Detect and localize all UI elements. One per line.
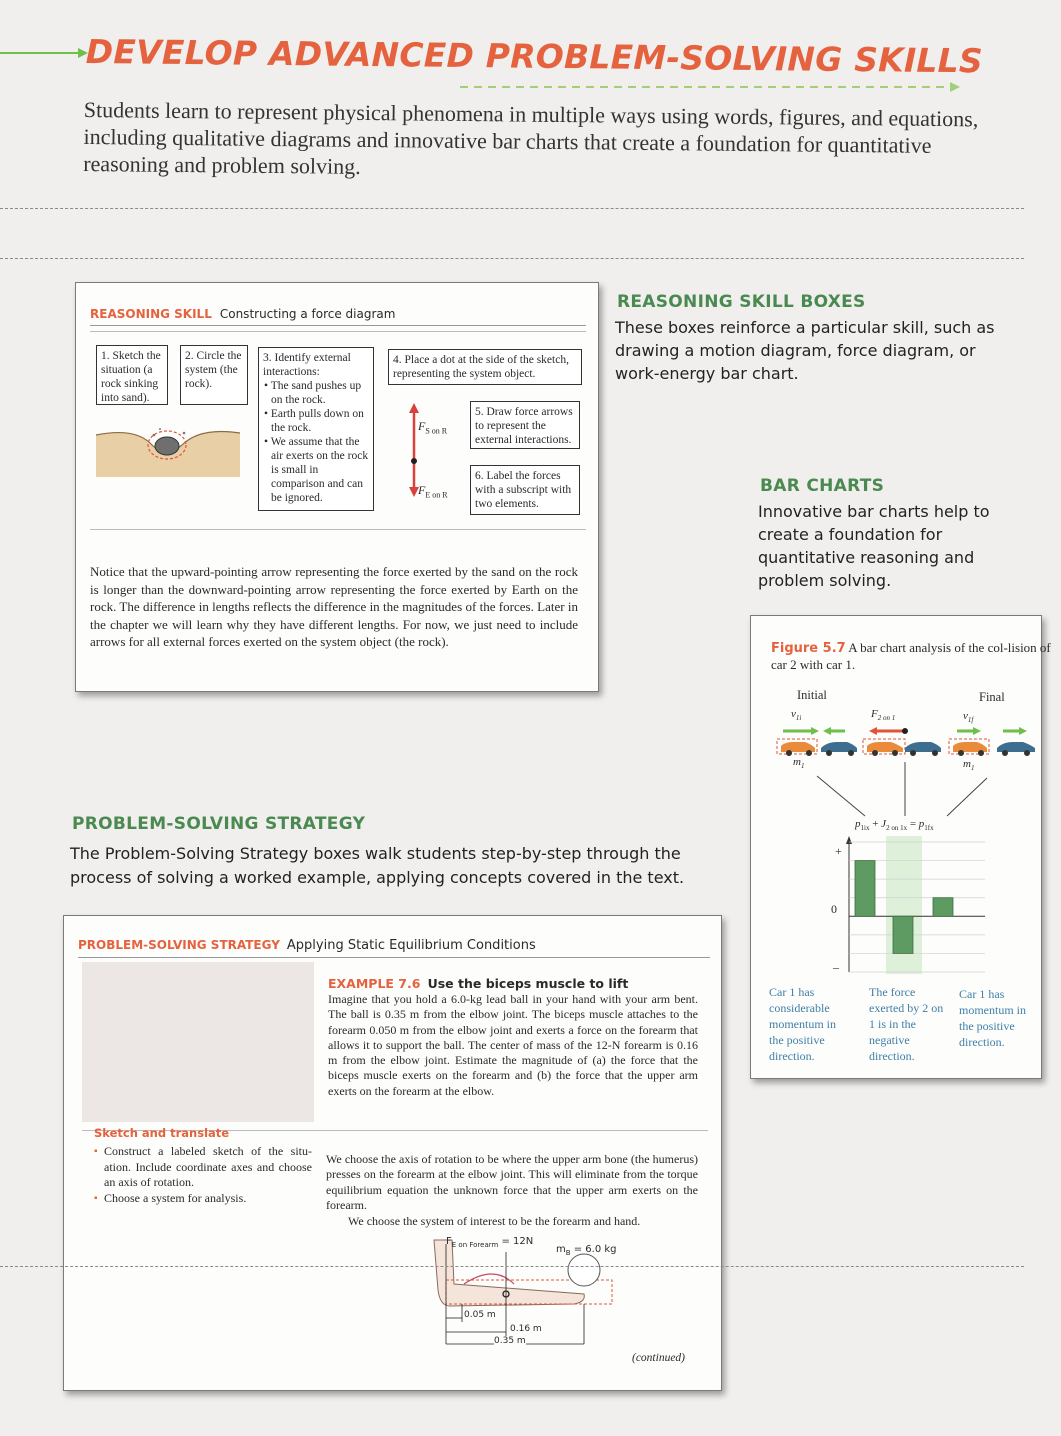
v1i-sub: 1i	[795, 714, 802, 723]
example-label: EXAMPLE 7.6	[328, 976, 421, 991]
m1-sub-right: 1	[970, 764, 975, 773]
initial-label: Initial	[797, 688, 827, 702]
dim-label-2: 0.16 m	[510, 1324, 542, 1334]
reasoning-skill-title: Constructing a force diagram	[219, 307, 396, 321]
step-3-heading: 3. Identify external interactions:	[263, 352, 351, 378]
reasoning-desc-text: These boxes reinforce a particular skill, such as drawing a motion diagram, force diagram, or work-energy bar chart.	[615, 318, 995, 383]
force-up-label: $F_{S on R}$	[418, 419, 448, 436]
step-3-box	[258, 347, 374, 511]
fig-force-label	[446, 1236, 533, 1249]
reasoning-box-header-line	[90, 331, 586, 332]
step-label: Sketch and translate	[94, 1126, 230, 1140]
step-text-1: We choose the axis of rotation to be where the upper arm bone (the humerus) presses on the forearm at the elbow joint. This will eliminate from the torque equilibrium equation the unknown force that the upper arm exerts on the forearm.	[326, 1152, 698, 1212]
divider-bottom	[0, 1266, 1024, 1267]
dim-label-3: 0.35 m	[494, 1336, 526, 1346]
note-2: The force exerted by 2 on 1 is in the negative direction.	[869, 985, 944, 1063]
reasoning-divider	[90, 529, 586, 530]
example-heading	[328, 976, 628, 992]
fig-force-value: = 12N	[501, 1236, 534, 1247]
intro-text: Students learn to represent physical phenomena in multiple ways using words, figures, and equations, including qualitative diagrams and innovative bar charts that create a foundation for quantitative reasoning and problem solving.	[83, 96, 979, 179]
f21-sub: 2 on 1	[877, 714, 896, 723]
reasoning-desc-heading: REASONING SKILL BOXES	[617, 292, 866, 312]
interaction-3-text: We assume that the air exerts on the rock is small in comparison and can be ignored.	[270, 436, 369, 504]
step-item-1: ▪ Construct a labeled sketch of the situ-ation. Include coordinate axes and choose an axis of rotation.	[94, 1144, 312, 1191]
v1i-symbol: v	[791, 708, 796, 720]
reasoning-paragraph: Notice that the upward-pointing arrow representing the force exerted by the sand on the rock is longer than the downward-pointing arrow representing the force exerted by Earth on the rock. The difference in lengths reflects the difference in the magnitudes of the forces. Later in the chapter we will learn why they have different lengths. For now, we just need to include arrows for all external forces exerted on the system object (the rock).	[90, 564, 578, 649]
f21-label	[871, 708, 895, 722]
page-title: DEVELOP ADVANCED PROBLEM-SOLVING SKILLS	[85, 32, 984, 81]
final-label: Final	[979, 690, 1005, 704]
momentum-equation	[855, 818, 934, 832]
fig-mass-symbol: m	[556, 1244, 566, 1255]
example-text: Imagine that you hold a 6.0-kg lead ball in your hand with your arm bent. The ball is 0.35 m from the elbow joint. The biceps muscle attaches to the forearm 0.050 m from the elbow joint and exerts a force on the forearm that allows it to support the ball. The center of mass of the 12-N forearm is 0.16 m from the elbow joint. Estimate the magnitude of (a) the force that the biceps muscle exerts on the forearm and (b) the force that the upper arm exerts on the forearm at the elbow.	[328, 992, 698, 1098]
eq-plus: +	[872, 818, 879, 830]
reasoning-box-header	[90, 305, 586, 326]
f21-symbol: F	[871, 708, 878, 720]
figure-caption	[771, 640, 1061, 673]
step-text-2: We choose the system of interest to be the forearm and hand.	[348, 1214, 641, 1228]
interaction-2-text: Earth pulls down on the rock.	[270, 408, 364, 434]
figure-caption-text: A bar chart analysis of the col-lision of car 2 with car 1.	[771, 640, 1051, 672]
fig-force-symbol: F	[446, 1236, 452, 1247]
step-6-box: 6. Label the forces with a subscript with two elements.	[470, 465, 580, 515]
bar-desc-heading: BAR CHARTS	[760, 476, 885, 496]
fig-mass-sub: B	[565, 1249, 571, 1257]
title-dash-arrow	[460, 78, 970, 94]
dim-label-1: 0.05 m	[464, 1310, 496, 1320]
figure-panel	[750, 615, 1051, 1079]
header-arrow	[0, 46, 90, 60]
strategy-desc-text: The Problem-Solving Strategy boxes walk students step-by-step through the process of solving a worked example, applying concepts covered in the text.	[70, 844, 685, 887]
connector-lines	[751, 756, 1041, 818]
eq-p1: p	[855, 818, 861, 830]
step-2-box: 2. Circle the system (the rock).	[180, 345, 248, 405]
eq-p2-sub: 1fx	[924, 824, 934, 833]
fig-mass-value: = 6.0 kg	[573, 1244, 617, 1255]
axis-plus-label: +	[835, 844, 842, 858]
bar-1	[893, 916, 913, 953]
strategy-box	[63, 915, 722, 1391]
divider-second	[0, 258, 1024, 259]
interaction-2: • Earth pulls down on the rock.	[264, 408, 364, 434]
note-3: Car 1 has momentum in the positive direction.	[959, 987, 1026, 1049]
reasoning-skill-box	[75, 282, 599, 692]
axis-zero-label: 0	[831, 902, 837, 916]
m1-symbol-right: m	[963, 758, 971, 770]
bar-2	[933, 898, 953, 917]
car-sketch-final	[947, 726, 1041, 758]
m1-symbol: m	[793, 756, 801, 768]
eq-p2: p	[918, 818, 925, 830]
car-sketch-collision	[861, 726, 951, 758]
fig-mass-label	[556, 1244, 617, 1257]
rock-sand-sketch	[96, 415, 240, 477]
step-item-2: ▪ Choose a system for analysis.	[94, 1191, 312, 1207]
eq-equals: =	[909, 818, 917, 830]
m1-sub: 1	[800, 762, 805, 771]
strategy-box-header	[78, 936, 710, 958]
force-down-label: $F_{E on R}$	[418, 483, 448, 500]
example-title: Use the biceps muscle to lift	[427, 976, 629, 991]
step-4-box: 4. Place a dot at the side of the sketch, representing the system object.	[388, 349, 582, 385]
continued-label: (continued)	[632, 1352, 686, 1364]
axis-minus-label: –	[833, 960, 839, 974]
figure-label: Figure 5.7	[771, 641, 846, 656]
car-sketch-initial	[775, 726, 865, 758]
strategy-label: PROBLEM-SOLVING STRATEGY	[78, 938, 280, 952]
v1f-label	[963, 710, 973, 724]
strategy-desc-heading: PROBLEM-SOLVING STRATEGY	[72, 814, 366, 834]
bar-desc-text: Innovative bar charts help to create a foundation for quantitative reasoning and problem solving.	[758, 502, 990, 590]
v1i-label	[791, 708, 801, 722]
fig-force-sub: E on Forearm	[451, 1241, 499, 1249]
interaction-3: • We assume that the air exerts on the rock is small in comparison and can be ignored.	[264, 436, 369, 504]
step-5-box: 5. Draw force arrows to represent the external interactions.	[470, 401, 580, 449]
v1f-sub: 1f	[967, 716, 974, 725]
force-down-subscript: E on R	[425, 490, 448, 500]
step-items	[94, 1144, 312, 1206]
chart-axis-arrow	[846, 836, 852, 844]
reasoning-skill-label: REASONING SKILL	[90, 307, 212, 321]
step-1-box: 1. Sketch the situation (a rock sinking into sand).	[96, 345, 168, 405]
note-1: Car 1 has considerable momentum in the positive direction.	[769, 985, 836, 1063]
strategy-title: Applying Static Equilibrium Conditions	[286, 938, 536, 953]
divider-top	[0, 208, 1024, 209]
bar-chart	[829, 834, 989, 982]
eq-j-sub: 2 on 1x	[886, 824, 908, 833]
eq-p1-sub: 1ix	[860, 824, 870, 833]
force-up-subscript: S on R	[425, 426, 448, 436]
eq-j: J	[881, 818, 887, 830]
v1f-symbol: v	[963, 710, 968, 722]
interaction-1: • The sand pushes up on the rock.	[264, 380, 362, 406]
bar-0	[855, 861, 875, 917]
interaction-1-text: The sand pushes up on the rock.	[270, 380, 362, 406]
strategy-left-column	[82, 962, 314, 1122]
